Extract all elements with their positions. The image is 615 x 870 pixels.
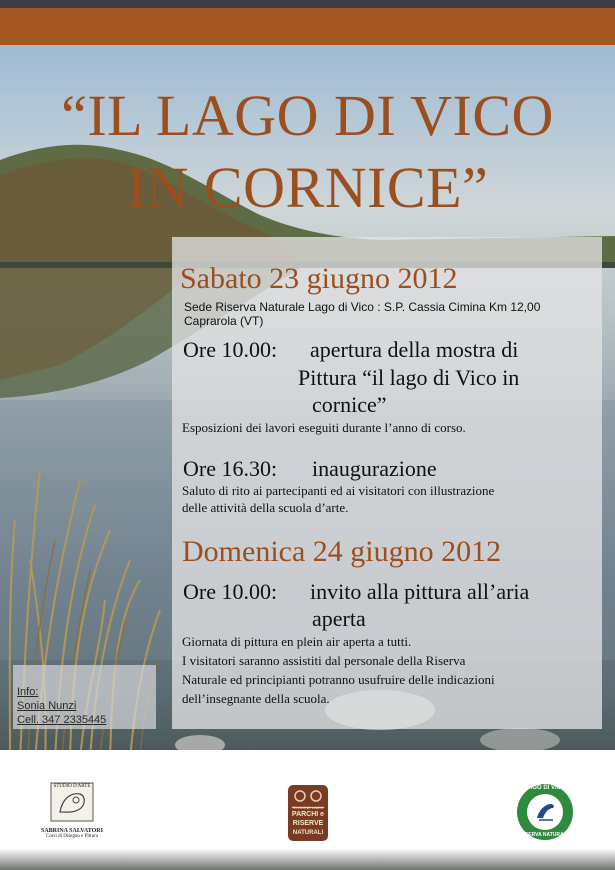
title-line-2: IN CORNICE” bbox=[126, 155, 489, 220]
day1-heading: Sabato 23 giugno 2012 bbox=[180, 262, 458, 295]
logo1-name: SABRINA SALVATORI bbox=[41, 828, 103, 834]
day1-event2-time: Ore 16.30: bbox=[183, 456, 278, 481]
day1-venue-line2: Caprarola (VT) bbox=[184, 314, 264, 328]
info-box bbox=[13, 665, 156, 729]
day2-event1-note-line3: Naturale ed principianti potranno usufruire delle indicazioni bbox=[182, 672, 495, 687]
top-dark-strip bbox=[0, 0, 615, 8]
logo2-parchi: PARCHI e bbox=[291, 811, 325, 818]
day2-event1-note-line2: I visitatori saranno assistiti dal personale della Riserva bbox=[182, 653, 466, 668]
day1-event1-desc-line1: apertura della mostra di bbox=[310, 337, 519, 362]
day1-event1-desc-line3: cornice” bbox=[312, 392, 387, 417]
logo1-subtitle: Corsi di Disegno e Pittura bbox=[46, 834, 98, 839]
day1-event2-note-line1: Saluto di rito ai partecipanti ed ai visitatori con illustrazione bbox=[182, 483, 495, 498]
day2-event1-note-line4: dell’insegnante della scuola. bbox=[182, 691, 330, 706]
day2-heading: Domenica 24 giugno 2012 bbox=[182, 535, 502, 568]
logo3-bottom-text: RISERVA NATURALE bbox=[519, 832, 571, 838]
day2-event1-desc-line1: invito alla pittura all’aria bbox=[310, 579, 530, 604]
day2-event1-time: Ore 10.00: bbox=[183, 579, 278, 604]
footer-logos bbox=[0, 750, 615, 870]
day1-event1-desc-line2: Pittura “il lago di Vico in bbox=[298, 365, 520, 390]
logo2-riserve: RISERVE bbox=[292, 820, 324, 827]
info-phone: Cell. 347 2335445 bbox=[17, 714, 107, 726]
info-contact-name: Sonia Nunzi bbox=[17, 700, 77, 712]
day2-event1-desc-line2: aperta bbox=[312, 606, 366, 631]
top-brown-band bbox=[0, 8, 615, 45]
day1-event2-note-line2: delle attività della scuola d’arte. bbox=[182, 500, 349, 515]
logo2-region: REGIONE LAZIO bbox=[292, 805, 324, 810]
logo2-naturali: NATURALI bbox=[292, 830, 324, 836]
info-label: Info: bbox=[17, 686, 39, 698]
day1-event2-desc: inaugurazione bbox=[312, 456, 437, 481]
title-line-1: “IL LAGO DI VICO bbox=[61, 83, 554, 148]
studio-arte-logo bbox=[38, 782, 106, 839]
parchi-riserve-logo bbox=[286, 783, 330, 843]
day2-event1-note-line1: Giornata di pittura en plein air aperta a tutti. bbox=[182, 634, 412, 649]
day1-event1-time: Ore 10.00: bbox=[183, 337, 278, 362]
lago-di-vico-logo bbox=[515, 782, 575, 842]
logo3-top-text: LAGO DI VICO bbox=[524, 785, 566, 791]
logo1-studio-text: STUDIO D'ARTE bbox=[53, 784, 91, 789]
day1-event1-note: Esposizioni dei lavori eseguiti durante l’anno di corso. bbox=[182, 420, 466, 435]
day1-venue-line1: Sede Riserva Naturale Lago di Vico : S.P. Cassia Cimina Km 12,00 bbox=[184, 300, 541, 314]
